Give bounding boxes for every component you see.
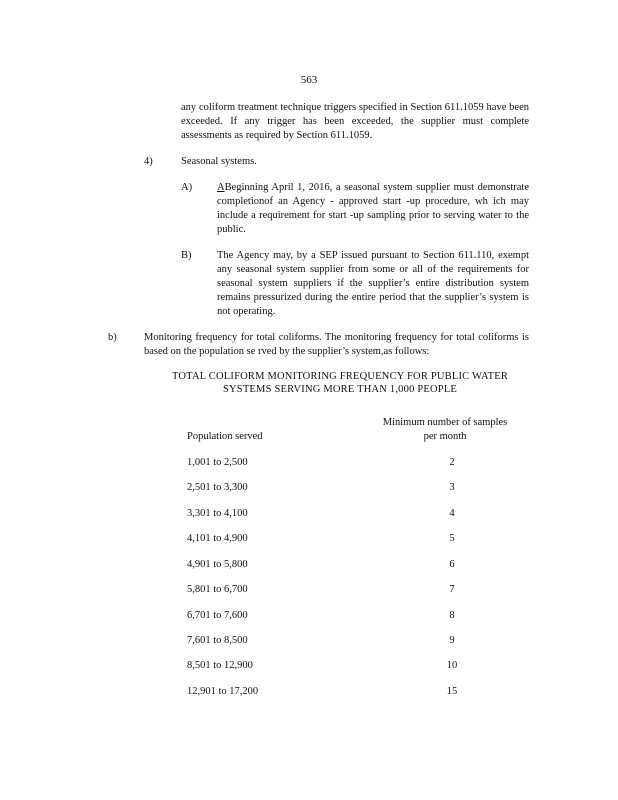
table-row — [187, 507, 487, 521]
table-row — [187, 532, 487, 546]
item-4-title: Seasonal systems. — [181, 156, 257, 167]
samples-cell: 7 — [449, 584, 455, 595]
column-header-population: Population served — [187, 431, 263, 442]
samples-cell: 2 — [449, 457, 455, 468]
page-number: 563 — [300, 74, 318, 86]
samples-cell: 15 — [446, 686, 458, 697]
table-row — [187, 685, 487, 699]
population-cell: 7,601 to 8,500 — [187, 635, 248, 646]
column-header-samples-line-2: per month — [423, 431, 467, 442]
samples-cell: 5 — [449, 533, 455, 544]
population-cell: 12,901 to 17,200 — [187, 686, 259, 697]
samples-cell: 6 — [449, 559, 455, 570]
item-a-paragraph — [217, 181, 529, 237]
table-row — [187, 456, 487, 470]
table-row — [187, 634, 487, 648]
table-row — [187, 558, 487, 572]
item-b-marker: B) — [181, 250, 192, 261]
subsection-b-marker: b) — [108, 332, 117, 343]
population-cell: 5,801 to 6,700 — [187, 584, 248, 595]
column-header-samples-line-1: Minimum number of samples — [382, 417, 508, 428]
population-cell: 6,701 to 7,600 — [187, 610, 248, 621]
item-b-paragraph: The Agency may, by a SEP issued pursuant to Section 611.110, exempt any seasonal system supplier from some or all of the requirements for seasonal system suppliers if the supplier’s entire distribution system remains pressurized during the entire period that the supplier’s system is not operating. — [217, 250, 529, 317]
population-cell: 4,901 to 5,800 — [187, 559, 248, 570]
table-row — [187, 583, 487, 597]
column-header-samples — [370, 416, 520, 444]
table-heading — [150, 370, 530, 396]
item-4-marker: 4) — [144, 156, 153, 167]
item-a-text: Beginning April 1, 2016, a seasonal system supplier must demonstrate completionof an Agency - approved start -up procedure, wh ich may include a requirement for start -up sampling prior to serving water to the public. — [217, 182, 529, 235]
intro-paragraph: any coliform treatment technique triggers specified in Section 611.1059 have been exceeded. If any trigger has been exceeded, the supplier must complete assessments as required by Section 611.1059. — [181, 102, 529, 141]
subsection-b-paragraph: Monitoring frequency for total coliforms. The monitoring frequency for total coliforms is based on the population se rved by the supplier’s system,as follows: — [144, 332, 529, 357]
table-heading-line-1: TOTAL COLIFORM MONITORING FREQUENCY FOR PUBLIC WATER — [171, 371, 509, 382]
population-cell: 2,501 to 3,300 — [187, 482, 248, 493]
population-cell: 4,101 to 4,900 — [187, 533, 248, 544]
population-cell: 8,501 to 12,900 — [187, 660, 253, 671]
item-a-struck-text: A — [217, 182, 225, 193]
samples-cell: 9 — [449, 635, 455, 646]
samples-cell: 10 — [446, 660, 458, 671]
table-row — [187, 659, 487, 673]
samples-cell: 8 — [449, 610, 455, 621]
samples-cell: 4 — [449, 508, 455, 519]
item-a-marker: A) — [181, 182, 193, 193]
table-row — [187, 481, 487, 495]
samples-cell: 3 — [449, 482, 455, 493]
population-cell: 3,301 to 4,100 — [187, 508, 248, 519]
table-row — [187, 609, 487, 623]
population-cell: 1,001 to 2,500 — [187, 457, 248, 468]
table-heading-line-2: SYSTEMS SERVING MORE THAN 1,000 PEOPLE — [222, 384, 458, 395]
